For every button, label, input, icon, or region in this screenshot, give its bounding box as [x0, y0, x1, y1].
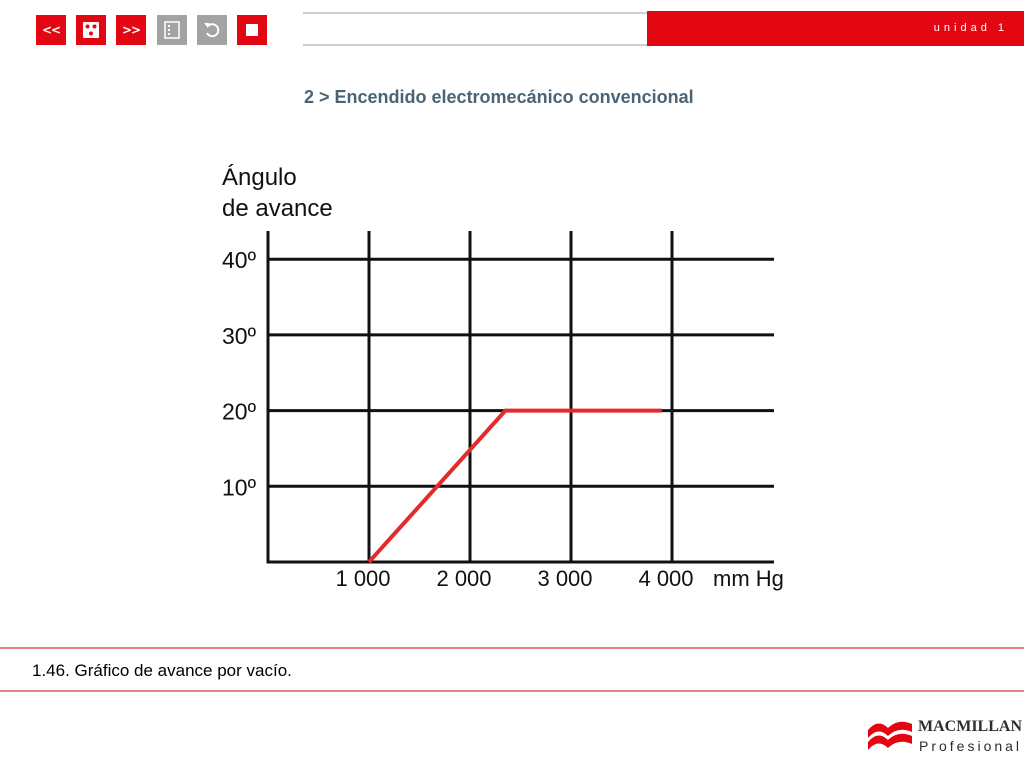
- figure-caption: 1.46. Gráfico de avance por vacío.: [32, 661, 292, 680]
- logo-wordmark: MACMILLAN: [918, 718, 1022, 735]
- y-axis-label: Ángulo: [222, 164, 297, 191]
- caption-divider-bottom: [0, 690, 1024, 692]
- macmillan-logo: [866, 716, 1023, 758]
- y-tick-label: 40º: [222, 247, 256, 274]
- logo-subtitle: Profesional: [919, 738, 1023, 754]
- y-tick-label: 30º: [222, 322, 256, 349]
- double-chevron-left-icon: <<: [41, 23, 61, 37]
- x-tick-label: 4 000: [638, 566, 694, 591]
- x-tick-label: 2 000: [436, 566, 492, 591]
- y-tick-label: 10º: [222, 474, 256, 501]
- macmillan-logo-mark: [866, 716, 914, 756]
- double-chevron-right-icon: >>: [121, 23, 141, 37]
- x-axis-label: mm Hg: [713, 566, 784, 591]
- x-tick-label: 3 000: [537, 566, 593, 591]
- x-tick-label: 1 000: [335, 566, 391, 591]
- page-title: 2 > Encendido electromecánico convencional: [304, 87, 694, 107]
- y-axis-label: de avance: [222, 195, 333, 222]
- y-tick-label: 20º: [222, 398, 256, 425]
- unit-label: unidad 1: [933, 22, 1008, 34]
- caption-divider-top: [0, 647, 1024, 649]
